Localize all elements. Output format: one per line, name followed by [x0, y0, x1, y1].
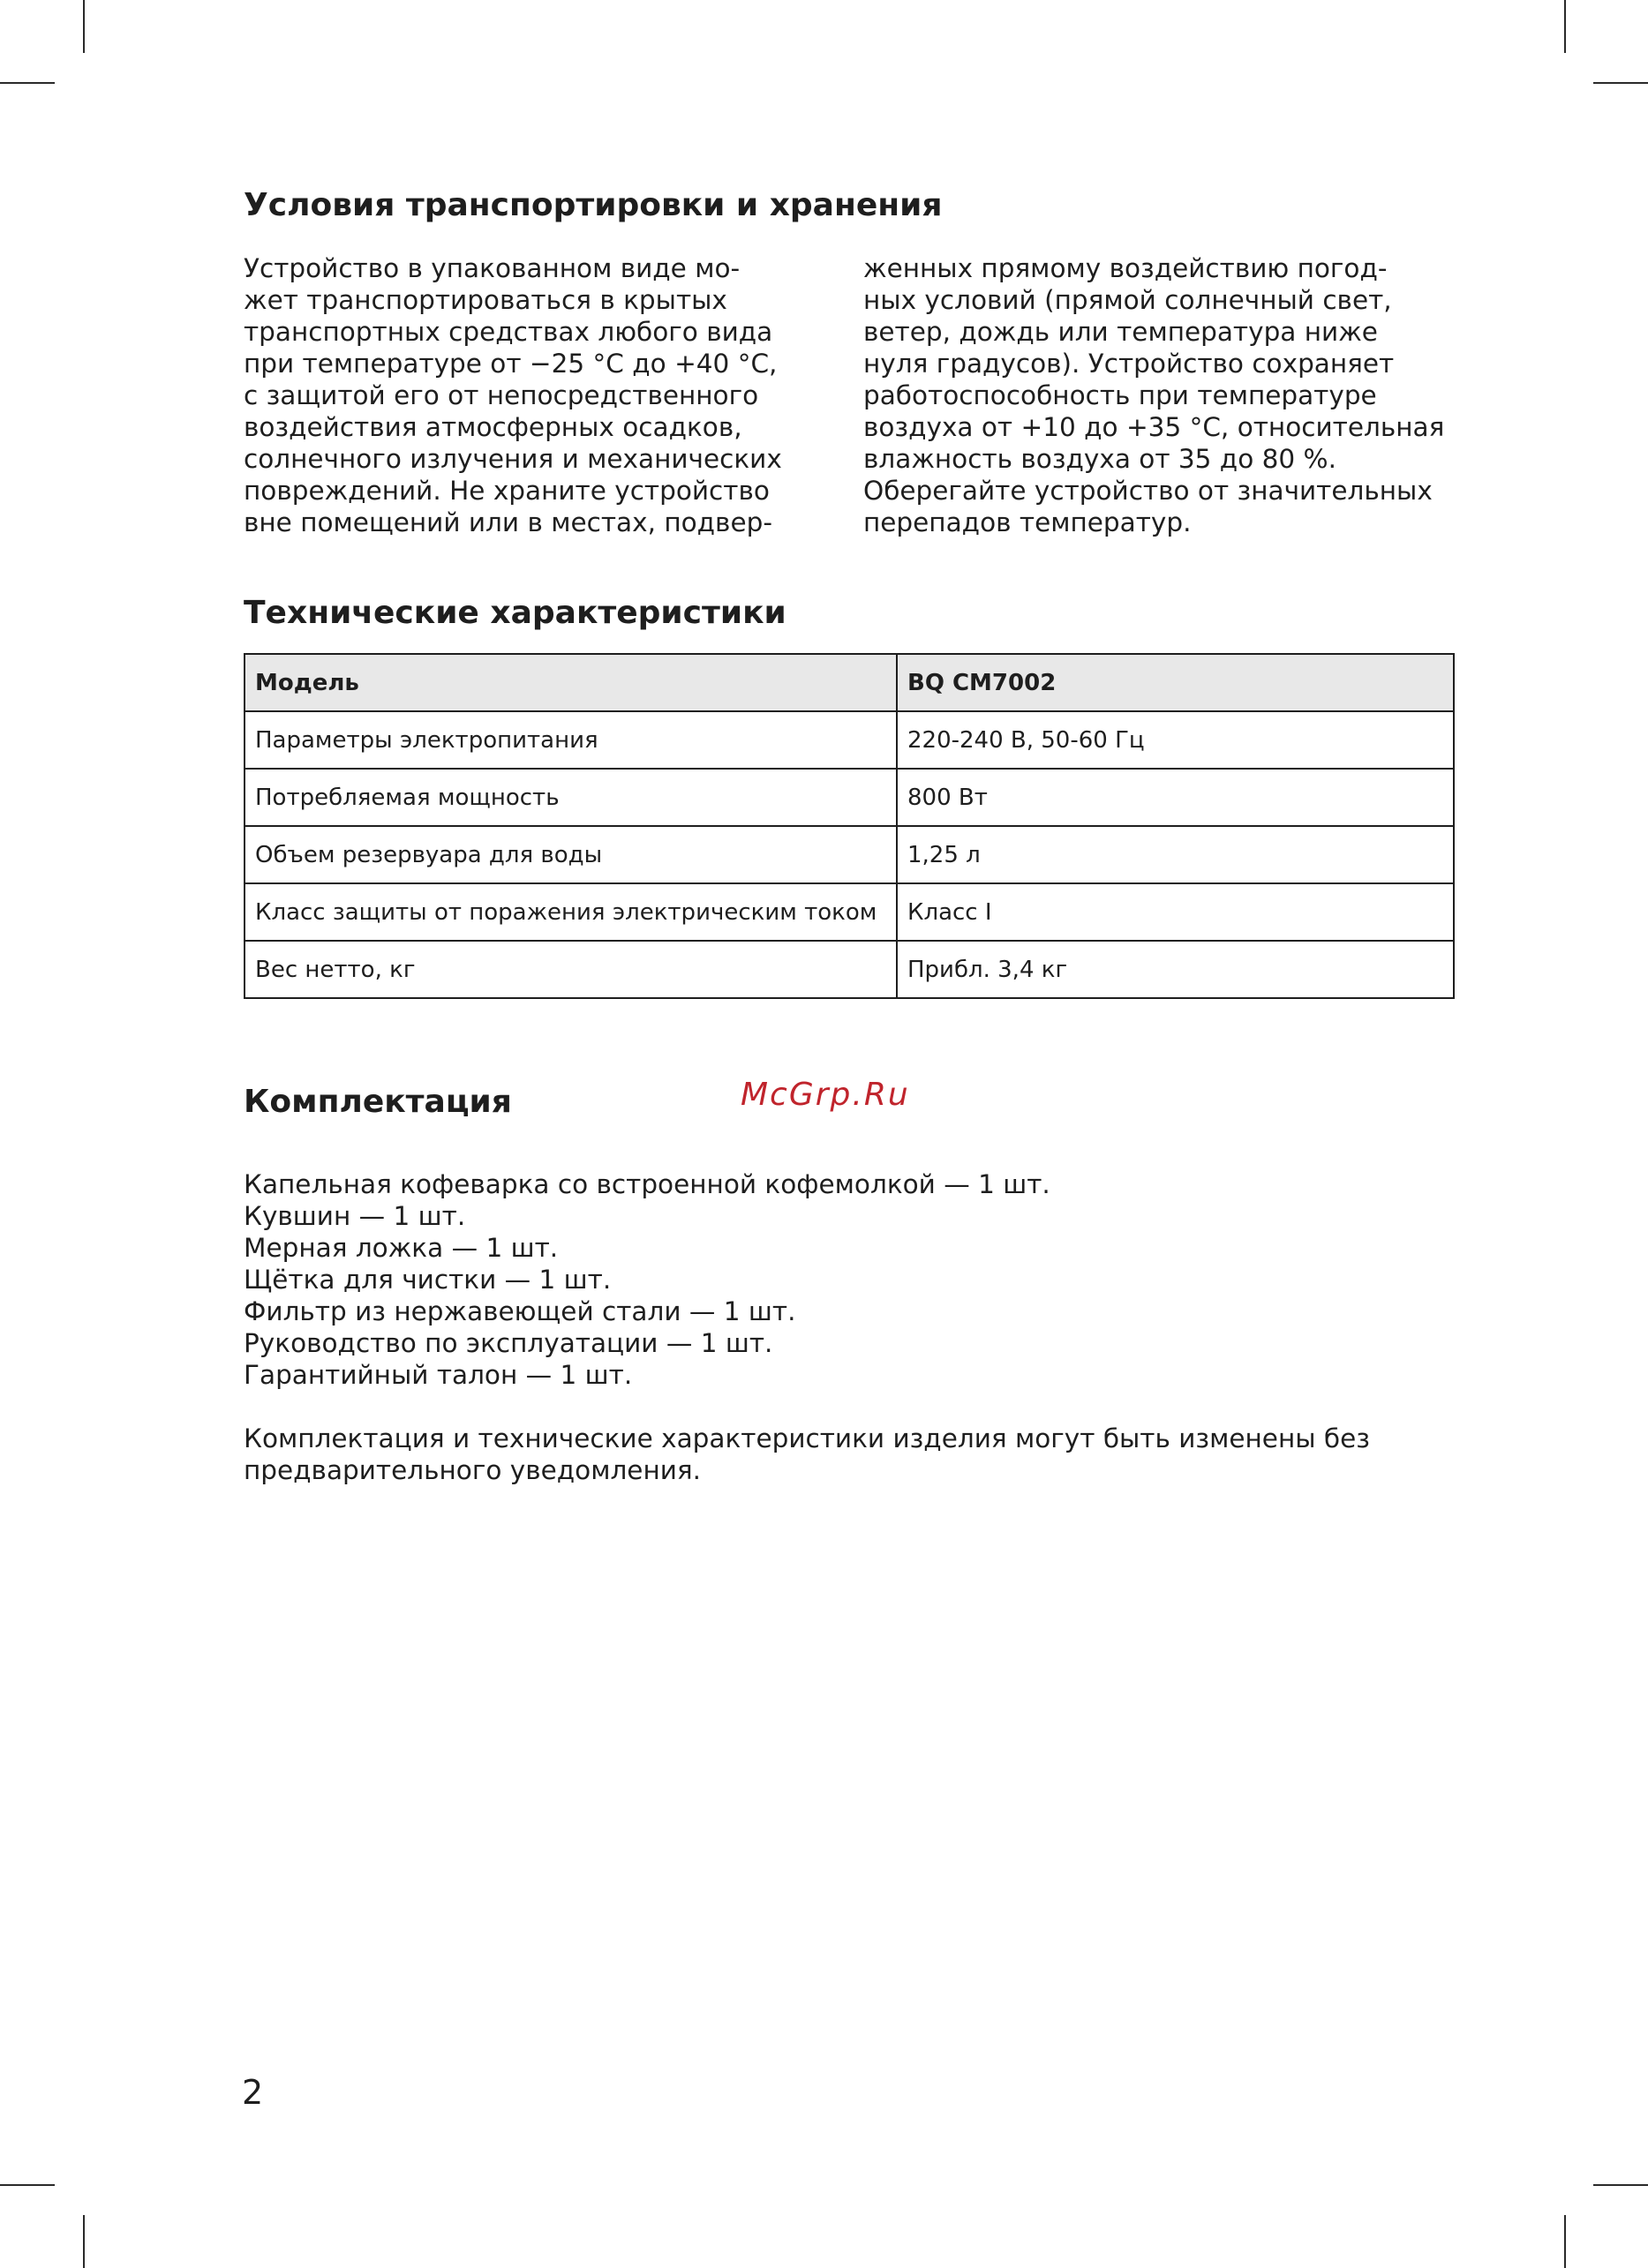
transport-line: жет транспортироваться в крытых	[244, 285, 727, 315]
crop-mark-bottom-right-horizontal	[1593, 2184, 1648, 2186]
list-item: Капельная кофеварка со встроенной кофемолкой — 1 шт.	[244, 1169, 1050, 1199]
transport-line: перепадов температур.	[863, 507, 1192, 537]
transport-line: женных прямому воздействию погод-	[863, 253, 1388, 283]
crop-mark-top-left-vertical	[83, 0, 85, 53]
transport-line: солнечного излучения и механических	[244, 444, 782, 474]
komplekt-heading-row	[244, 1077, 1455, 1126]
specs-header-label: Модель	[245, 654, 897, 711]
table-row	[245, 769, 1454, 826]
note-line: Комплектация и технические характеристики изделия могут быть изменены без	[244, 1423, 1370, 1453]
spec-value: 220-240 В, 50-60 Гц	[897, 711, 1454, 769]
table-row	[245, 941, 1454, 998]
table-row	[245, 711, 1454, 769]
komplekt-note	[244, 1423, 1409, 1486]
specs-heading: Технические характеристики	[244, 595, 786, 631]
spec-value: 1,25 л	[897, 826, 1454, 883]
transport-line: Устройство в упакованном виде мо-	[244, 253, 741, 283]
specs-table	[244, 653, 1455, 999]
page-content	[244, 185, 1455, 1486]
spec-label: Вес нетто, кг	[245, 941, 897, 998]
specs-table-header-row	[245, 654, 1454, 711]
spec-label: Класс защиты от поражения электрическим током	[245, 883, 897, 941]
transport-right-column	[863, 252, 1455, 538]
table-row	[245, 883, 1454, 941]
transport-line: воздуха от +10 до +35 °C, относительная	[863, 412, 1445, 442]
crop-mark-bottom-right-vertical	[1564, 2215, 1566, 2268]
list-item: Кувшин — 1 шт.	[244, 1201, 466, 1231]
transport-left-column	[244, 252, 835, 538]
crop-mark-top-left-horizontal	[0, 82, 55, 84]
list-item: Фильтр из нержавеющей стали — 1 шт.	[244, 1296, 796, 1326]
note-line: предварительного уведомления.	[244, 1455, 702, 1485]
spec-label: Параметры электропитания	[245, 711, 897, 769]
transport-line: при температуре от −25 °C до +40 °C,	[244, 349, 778, 379]
transport-line: воздействия атмосферных осадков,	[244, 412, 742, 442]
transport-line: нуля градусов). Устройство сохраняет	[863, 349, 1395, 379]
crop-mark-top-right-horizontal	[1593, 82, 1648, 84]
spec-label: Потребляемая мощность	[245, 769, 897, 826]
transport-line: повреждений. Не храните устройство	[244, 476, 770, 506]
transport-line: транспортных средствах любого вида	[244, 317, 773, 347]
transport-line: ных условий (прямой солнечный свет,	[863, 285, 1392, 315]
transport-line: с защитой его от непосредственного	[244, 380, 759, 410]
spec-value: 800 Вт	[897, 769, 1454, 826]
crop-mark-top-right-vertical	[1564, 0, 1566, 53]
transport-text	[244, 252, 1455, 538]
transport-heading: Условия транспортировки и хранения	[244, 187, 943, 223]
crop-mark-bottom-left-horizontal	[0, 2184, 55, 2186]
spec-value: Класс I	[897, 883, 1454, 941]
transport-line: влажность воздуха от 35 до 80 %.	[863, 444, 1336, 474]
page-number: 2	[242, 2073, 264, 2112]
transport-line: работоспособность при температуре	[863, 380, 1377, 410]
komplekt-heading: Комплектация	[244, 1084, 512, 1120]
table-row	[245, 826, 1454, 883]
transport-line: ветер, дождь или температура ниже	[863, 317, 1378, 347]
transport-line: Оберегайте устройство от значительных	[863, 476, 1433, 506]
list-item: Гарантийный талон — 1 шт.	[244, 1360, 633, 1390]
crop-mark-bottom-left-vertical	[83, 2215, 85, 2268]
specs-header-value: BQ CM7002	[897, 654, 1454, 711]
list-item: Щётка для чистки — 1 шт.	[244, 1265, 612, 1295]
list-item: Мерная ложка — 1 шт.	[244, 1233, 559, 1263]
komplekt-list	[244, 1168, 1455, 1391]
spec-value: Прибл. 3,4 кг	[897, 941, 1454, 998]
watermark: McGrp.Ru	[741, 1077, 910, 1113]
transport-line: вне помещений или в местах, подвер-	[244, 507, 772, 537]
list-item: Руководство по эксплуатации — 1 шт.	[244, 1328, 773, 1358]
spec-label: Объем резервуара для воды	[245, 826, 897, 883]
